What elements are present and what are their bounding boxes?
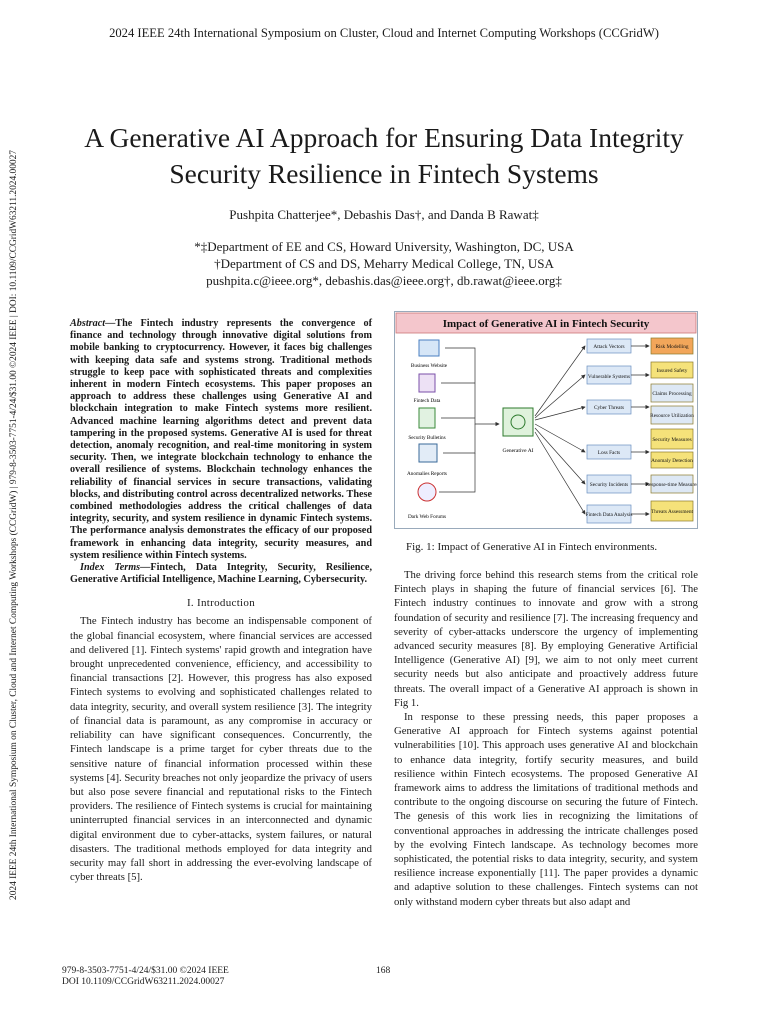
right-box-label: Threats Assessment	[651, 509, 693, 515]
conference-header: 2024 IEEE 24th International Symposium on Cluster, Cloud and Internet Computing Workshops (CCGridW)	[109, 26, 659, 40]
index-terms-label: Index Terms	[80, 562, 141, 574]
section-heading: I. Introduction	[186, 597, 256, 610]
side-margin-note: 2024 IEEE 24th International Symposium on Cluster, Cloud and Internet Computing Workshops (CCGridW) | 979-8-3503-7751-4/24/$31.00 ©2024 IEEE | DOI: 10.1109/CCGridW63211.2024.00027	[9, 150, 19, 900]
mid-box-label: Fintech Data Analysis	[585, 512, 633, 518]
source-label: Dark Web Forums	[407, 514, 447, 520]
right-box-label: Anomaly Detection	[651, 458, 693, 464]
source-label: Business Website	[410, 363, 448, 369]
right-box-label: Claims Processing	[652, 391, 692, 397]
affiliation-line: *‡Department of EE and CS, Howard University, Washington, DC, USA	[194, 239, 574, 254]
right-box-label: Security Measures	[652, 437, 692, 443]
abstract-text: —The Fintech industry represents the convergence of finance and technology through innovative digital solutions from mobile banking to cryptocurrency. However, it faces big challenges with keeping data safe and systems strong. Traditional methods struggle to keep pace with sophisticated threats and complexities inherent in modern Fintech ecosystems. This paper proposes an approach to address these challenges using Generative AI and blockchain integration to make Fintech systems more resilient. Advanced machine learning algorithms detect and prevent data tampering in the proposed systems. Generative AI is used for threat detection, anomaly recognition, and real-time monitoring in system security. Then, we integrate blockchain technology to enhance the overall resilience of systems. Blockchain technology enhances the reliability of financial services in secure transactions, validating blocks, and distributing control across decentralized networks. These combined methodologies address the critical challenges of data integrity, security, and system resilience in dynamic Fintech systems. The performance analysis demonstrates the efficacy of our proposed framework in enhancing data integrity, security measures, and system resilience within Fintech systems.	[70, 318, 372, 561]
affiliations	[0, 238, 768, 289]
footer-copyright	[62, 966, 229, 988]
index-terms-text: —Fintech, Data Integrity, Security, Resilience, Generative Artificial Intelligence, Machine Learning, Cybersecurity.	[70, 562, 372, 586]
figure-diagram	[394, 311, 698, 529]
paper-title: A Generative AI Approach for Ensuring Data Integrity Security Resilience in Fintech Systems	[84, 122, 684, 189]
index-terms	[70, 562, 372, 586]
mid-box-label: Loss Facts	[597, 450, 621, 456]
figure-title: Impact of Generative AI in Fintech Security	[442, 318, 650, 330]
mid-box-label: Cyber Threats	[593, 405, 625, 411]
figure-caption: Fig. 1: Impact of Generative AI in Fintech environments.	[406, 541, 658, 553]
right-column	[394, 568, 698, 909]
source-label: Security Bulletins	[408, 435, 446, 441]
mid-box-label: Vulnerable Systems	[587, 374, 631, 380]
right-box-label: Response-time Measures	[645, 482, 697, 488]
right-box-label: Risk Modelling	[655, 344, 689, 350]
source-label: Fintech Data	[413, 398, 441, 404]
right-box-label: Resource Utilization	[650, 413, 694, 419]
center-node-label: Generative AI	[502, 448, 534, 454]
page-number: 168	[376, 966, 391, 976]
author-list: Pushpita Chatterjee*, Debashis Das†, and Danda B Rawat‡	[229, 207, 539, 222]
mid-box-label: Attack Vectors	[593, 344, 625, 350]
email-line: pushpita.c@ieee.org*, debashis.das@ieee.org†, db.rawat@ieee.org‡	[206, 273, 562, 288]
abstract	[70, 318, 372, 562]
intro-paragraph: The Fintech industry has become an indispensable component of the global financial ecosystem, where financial services are accessed and delivered [1]. Fintech systems' rapid growth and integration have brought unprecedented convenience, efficiency, and accessibility to financial transactions [2]. However, this progress has also exposed Fintech systems to evolving and sophisticated challenges related to data integrity, security, and overall system resilience [3]. The integrity of financial data is paramount, as any compromise in accuracy or reliability can have significant consequences. Concurrently, the Fintech landscape is a prime target for cyber threats due to the sensitive nature of financial information processed within these systems [4]. Security breaches not only jeopardize the privacy of users but also pose severe financial and reputational risks to the Fintech providers. The resilience of Fintech systems is crucial for maintaining uninterrupted financial services in an interconnected and dynamic digital environment due to cyber-attacks, system failures, or natural disasters. The traditional methods employed for data integrity and security may fall short in addressing the ever-evolving landscape of cyber threats [5].	[70, 615, 372, 884]
abstract-label: Abstract	[70, 318, 106, 329]
footer-line: DOI 10.1109/CCGridW63211.2024.00027	[62, 977, 225, 987]
mid-box-label: Security Incidents	[589, 482, 629, 488]
source-label: Anomalies Reports	[407, 471, 447, 477]
left-column	[70, 318, 372, 884]
body-paragraph: In response to these pressing needs, this paper proposes a Generative AI approach for Fintech systems against potential vulnerabilities [10]. This approach uses generative AI and blockchain to enhance data integrity, fortify security measures, and build resilience within Fintech ecosystems. The proposed Generative AI framework aims to address the limitations of traditional methods and contribute to the ongoing discourse on securing the future of Fintech. The genesis of this work lies in recognizing the limitations of conventional approaches in addressing the intricate challenges posed by the evolving Fintech landscape. As technology becomes more sophisticated, the potential risks to data integrity, security, and system resilience increase exponentially [11]. The paper provides a dynamic and adaptive solution to these challenges. Fintech systems can not only withstand modern cyber threats but also adapt and	[394, 711, 698, 908]
right-box-label: Insured Safety	[656, 368, 688, 374]
body-paragraph: The driving force behind this research stems from the critical role Fintech plays in shaping the future of financial services [6]. The Fintech industry continues to innovate and grow with a strong foundation of security and resilience [7]. The increasing frequency and severity of cyber-attacks underscore the urgency of implementing advanced security measures [8]. By employing Generative Artificial Intelligence (Generative AI) [9], we aim to not only meet current security needs but also anticipate and proactively address future threats. The overall impact of a Generative AI approach is shown in Fig 1.	[394, 569, 698, 709]
affiliation-line: †Department of CS and DS, Meharry Medical College, TN, USA	[214, 256, 554, 271]
footer-line: 979-8-3503-7751-4/24/$31.00 ©2024 IEEE	[62, 966, 229, 976]
